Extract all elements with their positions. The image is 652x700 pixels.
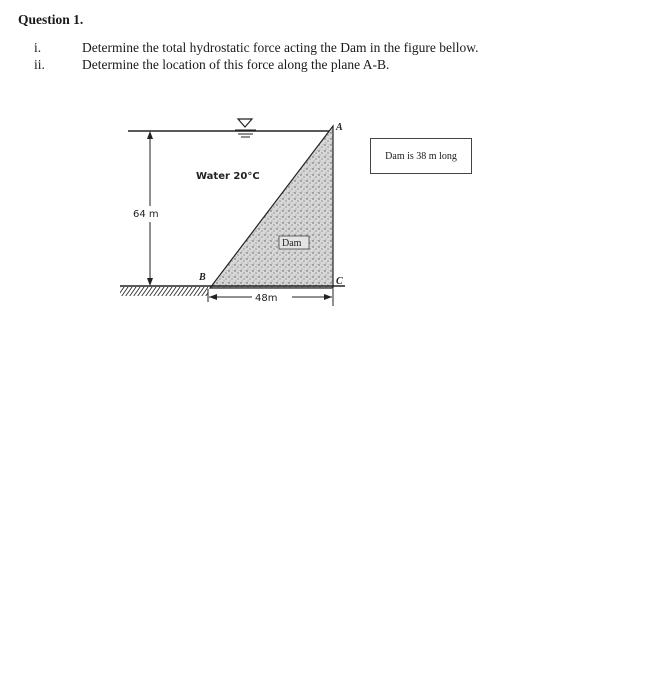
- task-text: Determine the location of this force along the plane A-B.: [82, 57, 390, 72]
- dam-length-note: [370, 138, 472, 174]
- dam-body: [210, 126, 333, 288]
- question-title: Question 1.: [18, 12, 84, 27]
- task-number: ii.: [34, 57, 45, 72]
- dam-label: Dam: [282, 238, 302, 249]
- dam-length-text: Dam is 38 m long: [385, 150, 457, 162]
- base-label: 48m: [255, 293, 278, 304]
- water-surface-triangle-icon: [235, 119, 256, 137]
- point-c-label: C: [336, 276, 343, 287]
- ground-hatching: [120, 287, 208, 296]
- point-b-label: B: [199, 272, 206, 283]
- task-number: i.: [34, 40, 42, 55]
- point-a-label: A: [336, 122, 343, 133]
- water-label: Water 20°C: [196, 171, 260, 182]
- depth-label: 64 m: [133, 209, 159, 220]
- task-text: Determine the total hydrostatic force acting the Dam in the figure bellow.: [82, 40, 479, 55]
